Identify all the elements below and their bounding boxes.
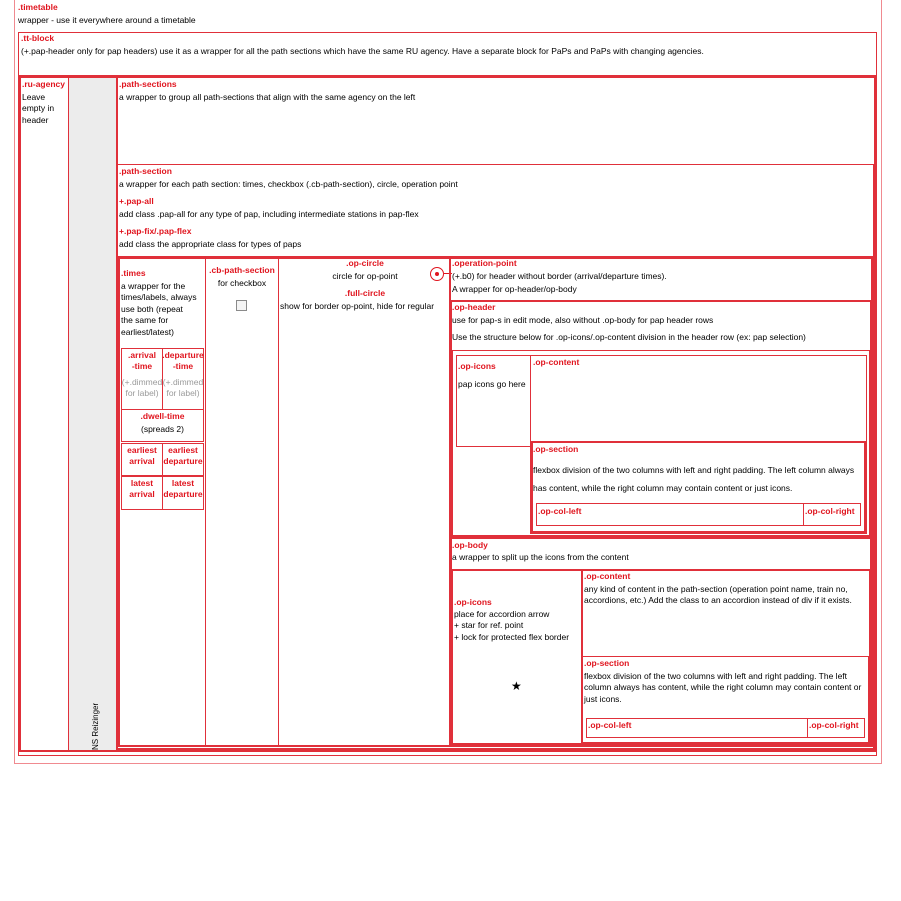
path-section-checkbox[interactable]: [236, 300, 247, 311]
ru-agency-desc: Leave empty in header: [22, 92, 55, 125]
earliest-arrival: earliest arrival: [127, 445, 157, 467]
full-circle-title: .full-circle: [344, 288, 386, 298]
op-header-content-title: .op-content: [533, 357, 580, 367]
ru-agency-vertical-label: NS Reizinger: [91, 702, 100, 750]
cb-path-section-cell: [205, 258, 279, 746]
pap-all-desc: add class .pap-all for any type of pap, including intermediate stations in pap-flex: [119, 209, 419, 219]
dwell-time-title: .dwell-time: [140, 411, 185, 421]
op-body-section-desc: flexbox division of the two columns with left and right padding. The left column always has content, while the right column may contain content or just icons.: [584, 671, 862, 704]
op-body-content-title: .op-content: [584, 571, 631, 581]
op-header-title: .op-header: [452, 302, 496, 312]
latest-arrival: latest arrival: [129, 478, 155, 500]
tt-block-title: .tt-block: [21, 33, 55, 43]
op-body-content-desc: any kind of content in the path-section (operation point name, train no, accordions, etc.) Add the class to an accordion instead of div if it exists.: [584, 584, 852, 606]
op-header-icons-desc: pap icons go here: [458, 379, 526, 389]
cb-path-section-title: .cb-path-section: [209, 265, 275, 275]
arrival-time-title: .arrival -time: [128, 350, 156, 372]
timetable-desc: wrapper - use it everywhere around a timetable: [18, 15, 196, 25]
operation-point-desc2: A wrapper for op-header/op-body: [452, 284, 577, 294]
ru-agency-cell: [20, 77, 69, 751]
timetable-title: .timetable: [18, 2, 58, 12]
path-sections-desc: a wrapper to group all path-sections that align with the same agency on the left: [119, 92, 416, 102]
op-header-desc1: use for pap-s in edit mode, also without .op-body for pap header rows: [452, 315, 714, 325]
times-desc: a wrapper for the times/labels, always use both (repeat the same for earliest/latest): [121, 281, 197, 337]
op-body-title: .op-body: [452, 540, 488, 550]
ru-agency-label-column: [68, 77, 117, 751]
pap-fix-title: +.pap-fix/.pap-flex: [119, 226, 192, 236]
path-section-desc: a wrapper for each path section: times, checkbox (.cb-path-section), circle, operation point: [119, 179, 458, 189]
pap-all-title: +.pap-all: [119, 196, 154, 206]
cb-path-section-desc: for checkbox: [217, 278, 267, 288]
path-sections-title: .path-sections: [119, 79, 177, 89]
op-body-icons-title: .op-icons: [454, 597, 492, 607]
departure-time-title: .departure -time: [162, 350, 204, 372]
operation-point-title: .operation-point: [452, 258, 517, 268]
op-header-section-title: .op-section: [533, 444, 579, 454]
ru-agency-title: .ru-agency: [22, 79, 65, 89]
times-title: .times: [121, 268, 146, 278]
star-icon: ★: [511, 679, 522, 693]
op-circle-desc: circle for op-point: [332, 271, 398, 281]
path-section-title: .path-section: [119, 166, 172, 176]
op-header-col-right-label: .op-col-right: [805, 506, 855, 516]
earliest-departure: earliest departure: [163, 445, 203, 467]
op-body-icons-desc: place for accordion arrow + star for ref. point + lock for protected flex border: [454, 609, 570, 642]
op-header-icons-title: .op-icons: [458, 361, 496, 371]
departure-time-hint: (+.dimmed for label): [162, 377, 204, 399]
op-circle-cell: [278, 258, 451, 746]
op-header-section-desc: flexbox division of the two columns with left and right padding. The left column always has content, while the right column may contain content or just icons.: [533, 465, 855, 493]
op-header-col-left-label: .op-col-left: [538, 506, 582, 516]
full-circle-desc: show for border op-point, hide for regular: [280, 301, 435, 311]
pap-fix-desc: add class the appropriate class for types of paps: [119, 239, 302, 249]
dwell-time-hint: (spreads 2): [141, 424, 184, 434]
op-circle-title: .op-circle: [346, 258, 384, 268]
op-body-col-left-label: .op-col-left: [588, 720, 632, 730]
op-body-icons-cell: [451, 569, 583, 745]
arrival-time-hint: (+.dimmed for label): [121, 377, 163, 399]
latest-departure: latest departure: [163, 478, 203, 500]
op-body-section-title: .op-section: [584, 658, 630, 668]
operation-point-desc1: (+.b0) for header without border (arrival/departure times).: [452, 271, 667, 281]
op-header-desc2: Use the structure below for .op-icons/.op-content division in the header row (ex: pap selection): [452, 332, 806, 342]
op-body-desc: a wrapper to split up the icons from the content: [452, 552, 629, 562]
tt-block-desc: (+.pap-header only for pap headers) use it as a wrapper for all the path sections which have the same RU agency. Have a separate block for PaPs and PaPs with changing agencies.: [21, 46, 704, 56]
full-circle-dot-icon: [435, 272, 439, 276]
op-body-col-right-label: .op-col-right: [809, 720, 859, 730]
